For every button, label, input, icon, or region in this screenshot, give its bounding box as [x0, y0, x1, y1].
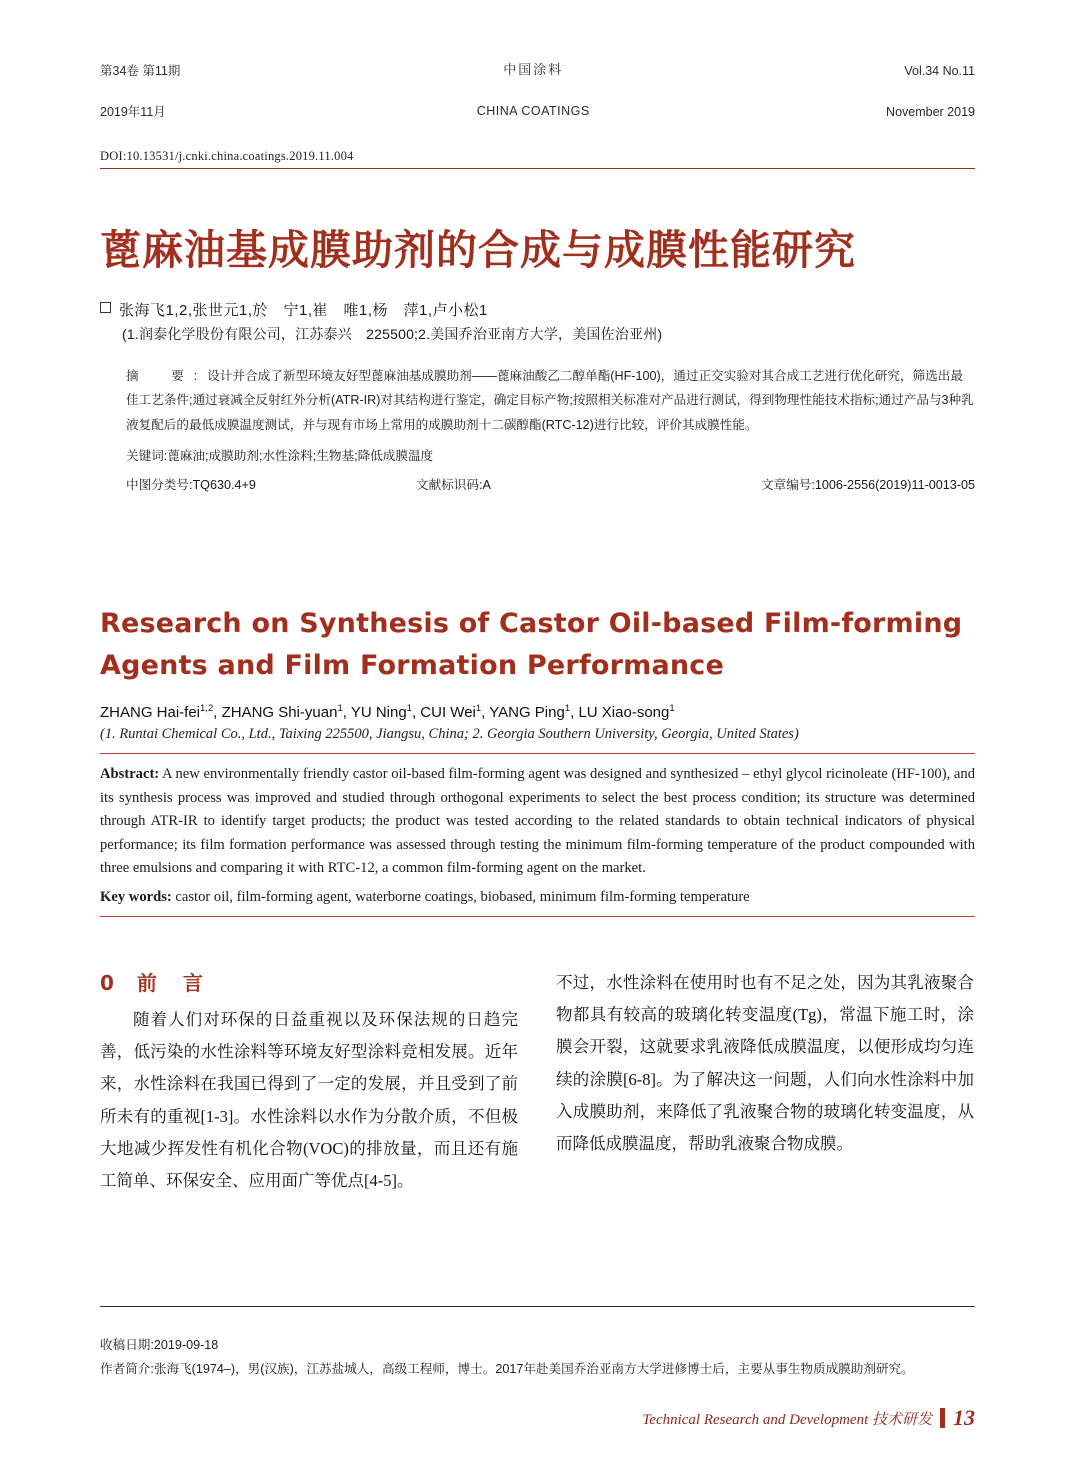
- footnote-block: [100, 1334, 975, 1381]
- english-block: [100, 603, 975, 917]
- english-divider-top: [100, 753, 975, 754]
- abstract-en-text: A new environmentally friendly castor oil-based film-forming agent was designed and synthesized – ethyl glycol ricinoleate (HF-100), and its synthesis process was improved and studied through orthogonal experiments to select the best process condition; its structure was determined through ATR-IR to identify target products; the product was tested according to the related standards to obtain technical indicators of physical performance; its film formation performance was assessed through testing the minimum film-forming temperature of the product compounded with three emulsions and comparing it with RTC-12, a common film-forming agent on the market.: [100, 765, 975, 877]
- authors-cn-text: 张海飞1,2,张世元1,於 宁1,崔 唯1,杨 萍1,卢小松1: [119, 301, 488, 319]
- abstract-cn: [126, 364, 975, 438]
- paragraph-text: 不过，水性涂料在使用时也有不足之处，因为其乳液聚合物都具有较高的玻璃化转变温度(Tg)，常温下施工时，涂膜会开裂，这就要求乳液降低成膜温度，以便形成均匀连续的涂膜[6-8]。为了解决这一问题，人们向水性涂料中加入成膜助剂，来降低了乳液聚合物的玻璃化转变温度，从而降低成膜温度，帮助乳液聚合物成膜。: [556, 973, 974, 1153]
- journal-name: [477, 40, 590, 141]
- clc-number: 中图分类号:TQ630.4+9: [126, 478, 256, 493]
- section-number: 0: [100, 971, 117, 996]
- footnote-divider: [100, 1306, 975, 1307]
- document-code: 文献标识码:A: [416, 478, 491, 493]
- abstract-cn-label: 摘 要:: [126, 368, 208, 383]
- date-en: November 2019: [886, 104, 975, 119]
- journal-name-cn: 中国涂料: [503, 62, 564, 77]
- affiliation-en: (1. Runtai Chemical Co., Ltd., Taixing 225500, Jiangsu, China; 2. Georgia Southern University, Georgia, United States): [100, 725, 799, 742]
- paragraph-text: 随着人们对环保的日益重视以及环保法规的日趋完善，低污染的水性涂料等环境友好型涂料竞相发展。近年来，水性涂料在我国已得到了一定的发展，并且受到了前所未有的重视[1-3]。水性涂料以水作为分散介质，不但极大地减少挥发性有机化合物(VOC)的排放量，而且还有施工简单、环保安全、应用面广等优点[4-5]。: [100, 1010, 518, 1190]
- intro-paragraph-left: [100, 1004, 518, 1197]
- article-number: 文章编号:1006-2556(2019)11-0013-05: [761, 478, 975, 493]
- body-column-right: [556, 967, 974, 1197]
- abstract-en: [100, 763, 975, 881]
- author-bio-label: 作者简介:: [100, 1361, 154, 1376]
- section-title: 前 言: [136, 971, 206, 996]
- author-bio-text: 张海飞(1974–)，男(汉族)，江苏盐城人，高级工程师，博士。2017年赴美国乔治亚南方大学进修博士后，主要从事生物质成膜助剂研究。: [153, 1361, 914, 1376]
- page-number: 13: [953, 1405, 975, 1430]
- english-divider-bottom: [100, 916, 975, 917]
- received-date: 收稿日期:2019-09-18: [100, 1338, 219, 1353]
- bullet-square-icon: [100, 302, 111, 313]
- volume-issue-cn: 第34卷 第11期: [100, 63, 181, 78]
- volume-issue-en: Vol.34 No.11: [904, 63, 975, 78]
- keywords-cn: 关键词:蓖麻油;成膜助剂;水性涂料;生物基;降低成膜温度: [126, 449, 434, 464]
- abstract-en-label: Abstract:: [100, 765, 160, 782]
- footer-section-label: Technical Research and Development 技术研发: [642, 1411, 932, 1428]
- keywords-en-text: castor oil, film-forming agent, waterborne coatings, biobased, minimum film-forming temperature: [171, 889, 750, 906]
- running-head-left: [100, 40, 180, 143]
- authors-en: ZHANG Hai-fei$^{1,2}$, ZHANG Shi-yuan$^1$, YU Ning$^1$, CUI Wei$^1$, YANG Ping$^1$, LU Xiao-song$^1$: [100, 702, 675, 721]
- author-bio: [100, 1358, 975, 1381]
- body-columns: [100, 967, 975, 1197]
- running-head: [100, 0, 975, 143]
- keywords-en-label: Key words:: [100, 889, 172, 906]
- body-column-left: [100, 967, 518, 1197]
- doi-line: DOI:10.13531/j.cnki.china.coatings.2019.11.004: [100, 149, 354, 164]
- page-footer: [642, 1405, 975, 1431]
- page-title-en: Research on Synthesis of Castor Oil-based Film-forming Agents and Film Formation Performance: [100, 608, 963, 682]
- abstract-cn-text: 设计并合成了新型环境友好型蓖麻油基成膜助剂——蓖麻油酸乙二醇单酯(HF-100)，通过正交实验对其合成工艺进行优化研究，筛选出最佳工艺条件;通过衰减全反射红外分析(ATR-IR)对其结构进行鉴定，确定目标产物;按照相关标准对产品进行测试，得到物理性能技术指标;通过产品与3种乳液复配后的最低成膜温度测试，并与现有市场上常用的成膜助剂十二碳醇酯(RTC-12)进行比较，评价其成膜性能。: [126, 368, 974, 432]
- footer-bar-decoration: [940, 1408, 945, 1428]
- section-heading: [100, 967, 518, 996]
- page-title-cn: 蓖麻油基成膜助剂的合成与成膜性能研究: [100, 226, 856, 275]
- classification-row: [126, 474, 975, 493]
- intro-paragraph-right: [556, 967, 974, 1160]
- header-divider: [100, 168, 975, 169]
- date-cn: 2019年11月: [100, 104, 166, 119]
- authors-cn: [100, 299, 975, 320]
- affiliation-cn: (1.润泰化学股份有限公司，江苏泰兴 225500;2.美国乔治亚南方大学，美国佐治亚州): [122, 325, 663, 342]
- running-head-right: [886, 40, 975, 143]
- keywords-en: [100, 889, 975, 906]
- journal-name-en: CHINA COATINGS: [476, 103, 590, 118]
